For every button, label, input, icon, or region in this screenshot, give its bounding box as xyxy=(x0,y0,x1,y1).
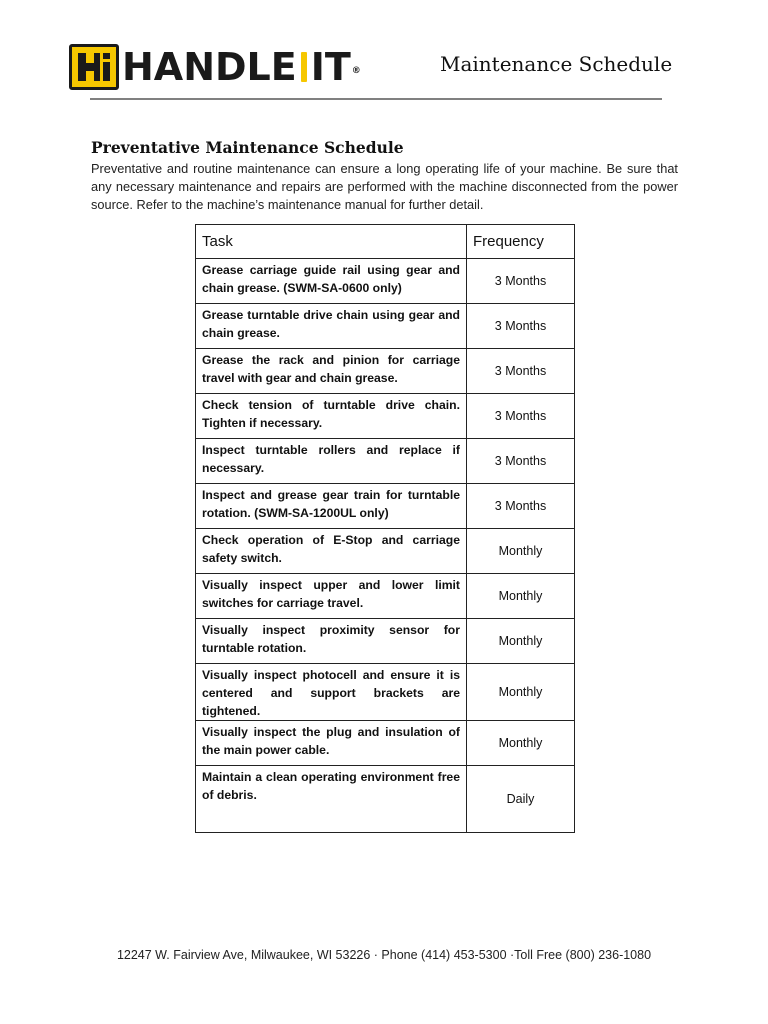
logo-registered-mark: ® xyxy=(351,66,361,76)
header-divider xyxy=(90,98,662,100)
task-cell: Maintain a clean operating environment free of debris. xyxy=(196,766,467,833)
frequency-cell: 3 Months xyxy=(467,484,575,529)
table-row xyxy=(196,529,575,574)
table-row xyxy=(196,394,575,439)
table-row xyxy=(196,574,575,619)
header-title: Maintenance Schedule xyxy=(440,52,673,76)
frequency-cell: Monthly xyxy=(467,529,575,574)
task-cell: Grease turntable drive chain using gear and chain grease. xyxy=(196,304,467,349)
frequency-cell: 3 Months xyxy=(467,259,575,304)
table-row xyxy=(196,484,575,529)
handle-it-logo xyxy=(69,44,361,90)
table-row xyxy=(196,664,575,721)
frequency-cell: Monthly xyxy=(467,721,575,766)
logo-text-it: IT xyxy=(310,45,351,89)
task-cell: Grease the rack and pinion for carriage travel with gear and chain grease. xyxy=(196,349,467,394)
task-cell: Check tension of turntable drive chain. Tighten if necessary. xyxy=(196,394,467,439)
task-cell: Visually inspect upper and lower limit switches for carriage travel. xyxy=(196,574,467,619)
frequency-cell: 3 Months xyxy=(467,349,575,394)
frequency-cell: 3 Months xyxy=(467,394,575,439)
frequency-cell: Daily xyxy=(467,766,575,833)
table-header-row xyxy=(196,225,575,259)
frequency-cell: 3 Months xyxy=(467,439,575,484)
frequency-cell: Monthly xyxy=(467,619,575,664)
frequency-cell: Monthly xyxy=(467,574,575,619)
table-row xyxy=(196,619,575,664)
table-row xyxy=(196,304,575,349)
table-row xyxy=(196,259,575,304)
logo-hi-badge-icon xyxy=(69,44,119,90)
footer-contact-info: 12247 W. Fairview Ave, Milwaukee, WI 53226 · Phone (414) 453-5300 ·Toll Free (800) 236-1080 xyxy=(116,948,652,962)
logo-wordmark xyxy=(122,40,361,94)
frequency-cell: 3 Months xyxy=(467,304,575,349)
table-row xyxy=(196,349,575,394)
column-header-frequency: Frequency xyxy=(467,225,575,259)
logo-separator-icon xyxy=(301,52,307,82)
task-cell: Inspect turntable rollers and replace if necessary. xyxy=(196,439,467,484)
maintenance-table xyxy=(195,224,575,833)
column-header-task: Task xyxy=(196,225,467,259)
table-row xyxy=(196,439,575,484)
table-row xyxy=(196,721,575,766)
task-cell: Visually inspect photocell and ensure it is centered and support brackets are tightened. xyxy=(196,664,467,721)
table-row xyxy=(196,766,575,833)
task-cell: Visually inspect proximity sensor for turntable rotation. xyxy=(196,619,467,664)
section-title: Preventative Maintenance Schedule xyxy=(91,138,404,157)
frequency-cell: Monthly xyxy=(467,664,575,721)
intro-paragraph: Preventative and routine maintenance can ensure a long operating life of your machine. Be sure that any necessary maintenance and repairs are performed with the machine disconnected from the power source. Refer to the machine’s maintenance manual for further detail. xyxy=(91,161,678,212)
task-cell: Visually inspect the plug and insulation of the main power cable. xyxy=(196,721,467,766)
logo-text-handle: HANDLE xyxy=(122,45,297,89)
task-cell: Inspect and grease gear train for turntable rotation. (SWM-SA-1200UL only) xyxy=(196,484,467,529)
task-cell: Grease carriage guide rail using gear and chain grease. (SWM-SA-0600 only) xyxy=(196,259,467,304)
task-cell: Check operation of E-Stop and carriage safety switch. xyxy=(196,529,467,574)
hi-mark-icon xyxy=(76,51,112,83)
